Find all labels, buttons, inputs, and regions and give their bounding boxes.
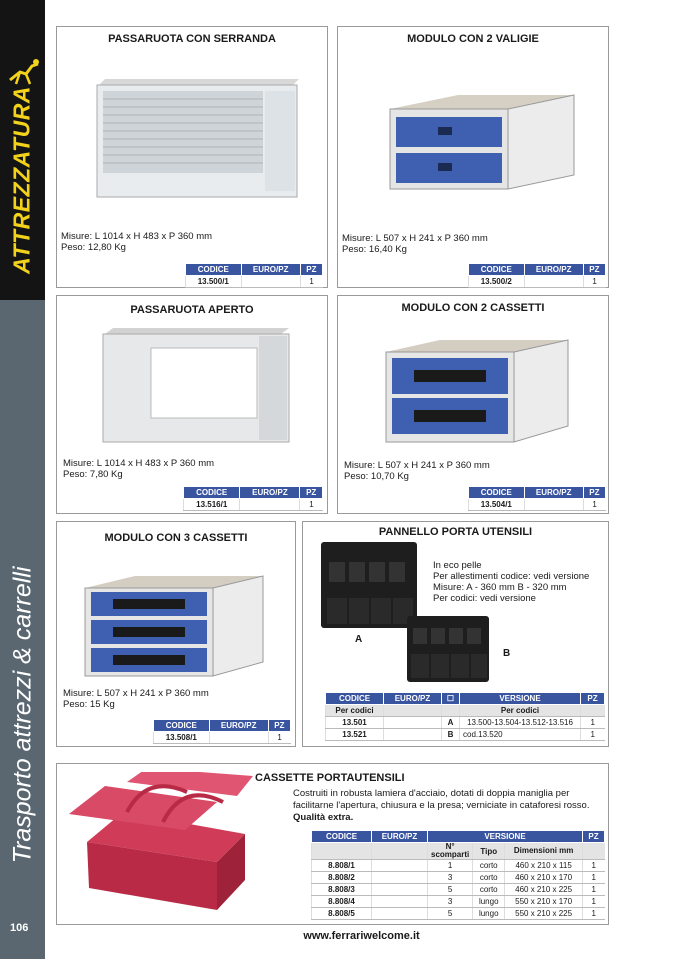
cell-type: corto xyxy=(473,884,505,896)
cell-version: 13.500-13.504-13.512-13.516 xyxy=(460,717,581,729)
product-title: CASSETTE PORTAUTENSILI xyxy=(255,772,405,784)
toolbox-image xyxy=(67,772,257,914)
price-table xyxy=(153,719,291,744)
col-version: VERSIONE xyxy=(428,831,583,843)
cell-price xyxy=(372,860,428,872)
empty-cell xyxy=(583,843,605,860)
cell-version: cod.13.520 xyxy=(460,729,581,741)
spec-size: Misure: L 507 x H 241 x P 360 mm xyxy=(342,233,488,244)
cell-type: lungo xyxy=(473,908,505,920)
col-price: EURO/PZ xyxy=(241,264,300,276)
cassette-table xyxy=(311,830,605,920)
cell-qty: 1 xyxy=(583,872,605,884)
col-type-checkbox-icon: ☐ xyxy=(442,693,460,705)
spec-weight: Peso: 16,40 Kg xyxy=(342,244,407,255)
product-card-pannello xyxy=(302,521,609,747)
cell-n: 1 xyxy=(428,860,473,872)
cell-price xyxy=(372,872,428,884)
cassette-desc: Costruiti in robusta lamiera d'acciaio, dotati di doppia maniglia per facilitarne l'apertura, chiusura e la presa; verniciate in cataforesi rosso. Qualità extra. xyxy=(293,788,590,823)
product-title: MODULO CON 3 CASSETTI xyxy=(104,532,248,544)
empty-cell xyxy=(312,843,372,860)
col-code: CODICE xyxy=(186,264,242,276)
cell-price xyxy=(372,884,428,896)
table-row xyxy=(312,884,605,896)
empty-cell xyxy=(442,705,460,717)
cell-code: 8.808/4 xyxy=(312,896,372,908)
product-card-modulo-2-valigie xyxy=(337,26,609,288)
spec-size: Misure: L 507 x H 241 x P 360 mm xyxy=(344,460,490,471)
cell-qty: 1 xyxy=(583,908,605,920)
table-row: 13.500/1 1 xyxy=(186,276,323,288)
table-row xyxy=(312,860,605,872)
empty-cell xyxy=(581,705,605,717)
cell-code: 13.501 xyxy=(326,717,384,729)
cell-n: 5 xyxy=(428,884,473,896)
cell-type: corto xyxy=(473,860,505,872)
panel-desc xyxy=(433,560,589,604)
cell-price xyxy=(372,896,428,908)
table-row xyxy=(312,908,605,920)
subheader-type: Tipo xyxy=(473,843,505,860)
cell-dims: 550 x 210 x 225 xyxy=(505,908,583,920)
desc-line: Per codici: vedi versione xyxy=(433,593,536,604)
product-card-passaruota-serranda xyxy=(56,26,328,288)
spec-weight: Peso: 12,80 Kg xyxy=(61,242,126,253)
col-qty: PZ xyxy=(583,487,605,499)
product-title: MODULO CON 2 CASSETTI xyxy=(401,302,545,314)
panel-table xyxy=(325,692,605,741)
cell-type: B xyxy=(442,729,460,741)
spec-size: Misure: L 507 x H 241 x P 360 mm xyxy=(63,688,209,699)
desc-line: Per allestimenti codice: vedi versione xyxy=(433,571,590,582)
col-code: CODICE xyxy=(469,487,525,499)
table-row xyxy=(326,717,605,729)
col-qty: PZ xyxy=(583,264,605,276)
col-code: CODICE xyxy=(154,720,210,732)
cell-qty: 1 xyxy=(583,884,605,896)
cell-type: A xyxy=(442,717,460,729)
product-specs xyxy=(63,688,209,710)
col-version: VERSIONE xyxy=(460,693,581,705)
col-code: CODICE xyxy=(469,264,525,276)
spec-weight: Peso: 10,70 Kg xyxy=(344,471,409,482)
cell-dims: 460 x 210 x 225 xyxy=(505,884,583,896)
spec-size: Misure: L 1014 x H 483 x P 360 mm xyxy=(61,231,213,242)
cell-qty: 1 xyxy=(583,860,605,872)
page-number: 106 xyxy=(10,922,29,934)
label-a: A xyxy=(355,634,363,645)
subheader-compartments: N° scomparti xyxy=(428,843,473,860)
col-price: EURO/PZ xyxy=(524,264,583,276)
cell-qty: 1 xyxy=(583,896,605,908)
empty-cell xyxy=(372,843,428,860)
spec-size: Misure: L 1014 x H 483 x P 360 mm xyxy=(63,458,215,469)
product-image xyxy=(384,334,570,446)
col-qty: PZ xyxy=(268,720,290,732)
price-table xyxy=(183,486,323,511)
col-qty: PZ xyxy=(300,264,322,276)
sidebar-category-block xyxy=(0,0,45,300)
category-label: ATTREZZATURA xyxy=(8,86,35,274)
cell-code: 13.521 xyxy=(326,729,384,741)
product-title: PASSARUOTA CON SERRANDA xyxy=(108,33,276,45)
col-qty: PZ xyxy=(300,487,323,499)
product-specs xyxy=(342,233,488,255)
desc-quality: Qualità extra xyxy=(293,812,351,823)
footer-url[interactable]: www.ferrariwelcome.it xyxy=(303,930,420,942)
cell-dims: 550 x 210 x 170 xyxy=(505,896,583,908)
cell-type: lungo xyxy=(473,896,505,908)
cell-code: 8.808/2 xyxy=(312,872,372,884)
col-code: CODICE xyxy=(312,831,372,843)
product-image xyxy=(83,572,265,680)
table-row xyxy=(312,896,605,908)
col-price: EURO/PZ xyxy=(209,720,268,732)
col-qty: PZ xyxy=(583,831,605,843)
cell-price xyxy=(384,717,442,729)
col-price: EURO/PZ xyxy=(372,831,428,843)
product-image xyxy=(388,87,576,202)
price-table xyxy=(185,263,323,288)
table-row: 13.504/1 1 xyxy=(469,499,606,511)
cell-qty: 1 xyxy=(581,729,605,741)
spec-weight: Peso: 7,80 Kg xyxy=(63,469,123,480)
spec-weight: Peso: 15 Kg xyxy=(63,699,115,710)
table-row: 13.516/1 1 xyxy=(184,499,323,511)
subheader-dims: Dimensioni mm xyxy=(505,843,583,860)
table-row: 13.500/2 1 xyxy=(469,276,606,288)
product-card-cassette xyxy=(56,763,609,925)
product-image xyxy=(101,326,291,446)
col-price: EURO/PZ xyxy=(240,487,300,499)
label-b: B xyxy=(503,648,511,659)
desc-line: Misure: A - 360 mm B - 320 mm xyxy=(433,582,567,593)
cell-dims: 460 x 210 x 170 xyxy=(505,872,583,884)
cell-qty: 1 xyxy=(581,717,605,729)
cell-price xyxy=(372,908,428,920)
product-title: PANNELLO PORTA UTENSILI xyxy=(378,526,533,538)
empty-cell xyxy=(384,705,442,717)
product-image xyxy=(93,77,301,202)
table-row xyxy=(326,729,605,741)
cell-code: 8.808/1 xyxy=(312,860,372,872)
cell-code: 8.808/5 xyxy=(312,908,372,920)
col-code: CODICE xyxy=(326,693,384,705)
product-specs xyxy=(61,231,212,253)
cell-n: 3 xyxy=(428,896,473,908)
panel-a-image xyxy=(319,540,419,630)
cell-type: corto xyxy=(473,872,505,884)
cell-n: 5 xyxy=(428,908,473,920)
sidebar xyxy=(0,0,45,959)
desc-line: In eco pelle xyxy=(433,560,482,571)
price-table xyxy=(468,486,606,511)
table-row xyxy=(312,872,605,884)
cell-n: 3 xyxy=(428,872,473,884)
col-price: EURO/PZ xyxy=(384,693,442,705)
product-title: PASSARUOTA APERTO xyxy=(130,304,254,316)
panel-b-image xyxy=(405,614,491,684)
cell-price xyxy=(384,729,442,741)
product-card-modulo-3-cassetti xyxy=(56,521,296,747)
product-specs xyxy=(63,458,214,480)
subheader-left: Per codici xyxy=(326,705,384,717)
product-specs xyxy=(344,460,490,482)
cell-dims: 460 x 210 x 115 xyxy=(505,860,583,872)
product-title: MODULO CON 2 VALIGIE xyxy=(407,33,539,45)
table-row: 13.508/1 1 xyxy=(154,732,291,744)
col-qty: PZ xyxy=(581,693,605,705)
subheader-right: Per codici xyxy=(460,705,581,717)
price-table xyxy=(468,263,606,288)
section-label: Trasporto attrezzi & carrelli xyxy=(8,566,37,864)
col-price: EURO/PZ xyxy=(524,487,583,499)
cell-code: 8.808/3 xyxy=(312,884,372,896)
desc-text: Costruiti in robusta lamiera d'acciaio, dotati di doppia maniglia per facilitarne l'apertura, chiusura e la presa; verniciate in cataforesi rosso. xyxy=(293,788,590,811)
product-card-passaruota-aperto xyxy=(56,295,328,514)
product-card-modulo-2-cassetti xyxy=(337,295,609,514)
col-code: CODICE xyxy=(184,487,240,499)
runner-logo-icon xyxy=(6,58,42,88)
